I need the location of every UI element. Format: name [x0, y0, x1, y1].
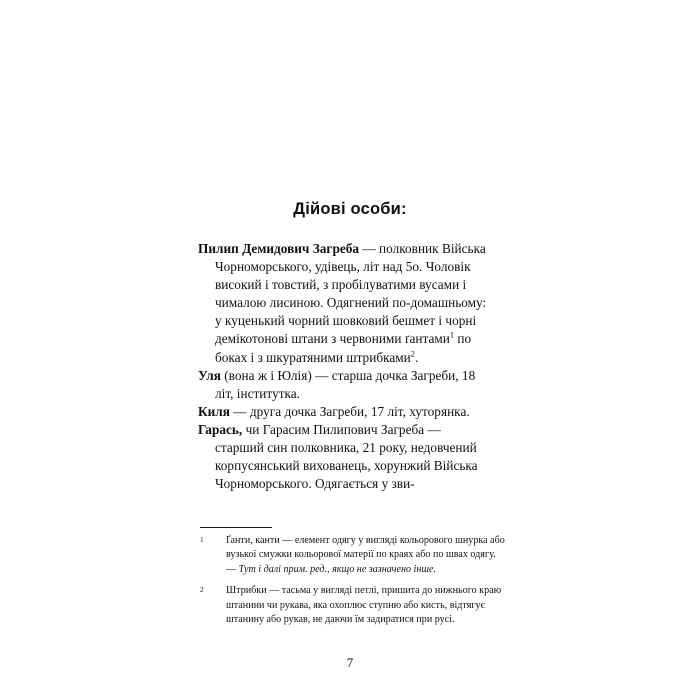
footnote-text: Штрибки — тасьма у вигляді петлі, пришита до нижнього краю штанини чи рукава, яка охоплює ступню або кисть, відтягує штанину або рукав, не даючи їм задиратися при русі. — [226, 585, 502, 626]
footnote-marker: 2 — [200, 585, 204, 595]
character-name: Пилип Демидович Загреба — [198, 241, 360, 256]
page-number: 7 — [346, 655, 354, 670]
footnote-item — [200, 584, 506, 627]
character-name: Гарась, — [198, 421, 243, 437]
footnote-separator-rule — [200, 527, 272, 528]
character-name: Уля — [198, 367, 221, 383]
footnote-text: Ґанти, канти — елемент одягу у вигляді кольорового шнурка або вузької смужки кольорової матерії по краях або по швах одягу. — — [226, 535, 505, 575]
cast-entry-kylya — [198, 403, 490, 421]
character-name: Киля — [198, 403, 230, 419]
character-description: чи Гарасим Пилипович Загреба — старший син полковника, 21 року, недовчений корпусянський вихованець, хорунжий Війська Чорноморського. Одягається у зви- — [215, 421, 478, 492]
footnote-reference-1[interactable]: 1 — [449, 331, 455, 341]
footnote-item — [200, 534, 506, 577]
cast-entry-ulya — [198, 367, 490, 403]
character-description: — полковник Війська Чорноморського, удівець, літ над 5о. Чоловік високий і товстий, з пробілуватими вусами і чималою лисиною. Одягнений по-домашньому: у куценький чорний шовковий бешмет і чорні демікотонові штани з червоними ґантами — [215, 241, 487, 347]
character-description: (вона ж і Юлія) — старша дочка Загреби, 18 літ, інститутка. — [215, 367, 476, 401]
footnote-list — [200, 534, 506, 634]
page-title: Дійові особи: — [293, 200, 407, 218]
cast-entry-haras — [198, 421, 490, 493]
footnote-reference-2[interactable]: 2 — [410, 349, 415, 359]
cast-entry-zahreba — [198, 240, 490, 367]
character-description-part3: . — [414, 349, 419, 365]
footnote-editorial-note: Тут і далі прим. ред., якщо не зазначено інше. — [238, 563, 436, 575]
cast-list — [198, 240, 490, 493]
character-description: — друга дочка Загреби, 17 літ, хуторянка. — [229, 403, 470, 419]
footnote-marker: 1 — [200, 535, 204, 544]
character-description-part2: по боках і з шкуратяними штрибками — [215, 331, 472, 365]
